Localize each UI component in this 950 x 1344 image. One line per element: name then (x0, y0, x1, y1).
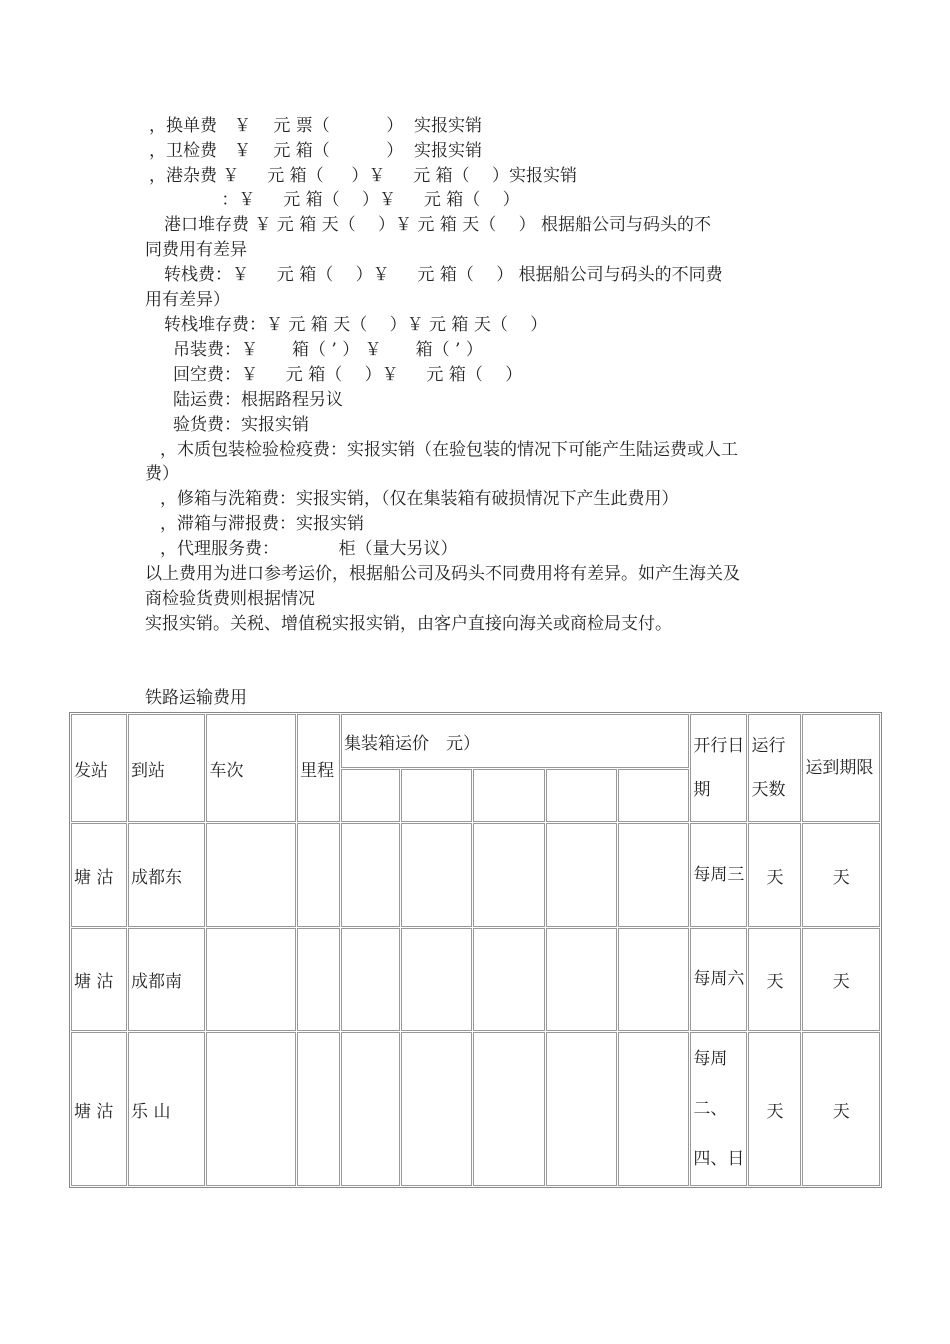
rate-subcell (546, 769, 617, 823)
fee-line: 港口堆存费 ￥ 元 箱 天（ ）￥ 元 箱 天（ ） 根据船公司与码头的不 (164, 215, 712, 235)
rate-subcell (473, 769, 544, 823)
rail-fee-table (69, 712, 882, 1188)
rate-subcell (401, 769, 472, 823)
cell-deadline: 天 (802, 823, 880, 926)
cell-from: 塘 沽 (71, 928, 127, 1031)
header-distance: 里程 (297, 714, 340, 822)
cell-train (206, 928, 296, 1031)
fee-line: 回空费：￥ 元 箱（ ）￥ 元 箱（ ） (173, 365, 523, 385)
header-container-rate: 集装箱运价 元） (341, 714, 689, 768)
header-departure: 开行日期 (690, 714, 747, 822)
cell-rate (618, 823, 689, 926)
fee-line: ，木质包装检验检疫费：实报实销（在验包装的情况下可能产生陆运费或人工 (160, 440, 738, 460)
header-days: 运行天数 (748, 714, 801, 822)
cell-to: 成都东 (128, 823, 205, 926)
cell-rate (341, 823, 400, 926)
fee-line: 实报实销。关税、增值税实报实销，由客户直接向海关或商检局支付。 (145, 614, 672, 634)
header-deadline: 运到期限 (802, 714, 880, 822)
cell-rate (546, 823, 617, 926)
cell-rate (546, 1032, 617, 1186)
fee-line: 转栈费：￥ 元 箱（ ）￥ 元 箱（ ） 根据船公司与码头的不同费 (164, 265, 723, 285)
cell-rate (341, 1032, 400, 1186)
cell-to: 成都南 (128, 928, 205, 1031)
fee-line: ，代理服务费： 柜（量大另议） (160, 539, 458, 559)
fee-line: 商检验货费则根据情况 (145, 589, 315, 609)
cell-rate (401, 1032, 472, 1186)
cell-rate (401, 928, 472, 1031)
fee-line: 用有差异） (145, 290, 230, 310)
fee-line: ：￥ 元 箱（ ）￥ 元 箱（ ） (199, 190, 520, 210)
fee-line: 以上费用为进口参考运价，根据船公司及码头不同费用将有差异。如产生海关及 (145, 564, 740, 584)
rate-subcell (618, 769, 689, 823)
fee-line: ，滞箱与滞报费：实报实销 (160, 514, 364, 534)
cell-rate (473, 928, 544, 1031)
cell-train (206, 823, 296, 926)
cell-train (206, 1032, 296, 1186)
cell-distance (297, 823, 340, 926)
cell-rate (401, 823, 472, 926)
fee-line: ，修箱与洗箱费：实报实销，（仅在集装箱有破损情况下产生此费用） (160, 489, 679, 509)
cell-rate (546, 928, 617, 1031)
cell-rate (618, 1032, 689, 1186)
cell-deadline: 天 (802, 928, 880, 1031)
table-row (71, 928, 880, 1031)
cell-from: 塘 沽 (71, 823, 127, 926)
cell-departure: 每周六 (690, 928, 747, 1031)
cell-days: 天 (748, 1032, 801, 1186)
fee-line: 吊装费：￥ 箱（ ’ ） ￥ 箱（ ’ ） (173, 340, 483, 360)
cell-days: 天 (748, 823, 801, 926)
rate-subcell (341, 769, 400, 823)
cell-departure: 每周三 (690, 823, 747, 926)
table-row (71, 823, 880, 926)
cell-rate (473, 1032, 544, 1186)
header-to: 到站 (128, 714, 205, 822)
fee-line: 费） (145, 464, 179, 484)
fee-line: 同费用有差异 (145, 240, 247, 260)
cell-to: 乐 山 (128, 1032, 205, 1186)
cell-distance (297, 928, 340, 1031)
fee-line: ，换单费 ￥ 元 票（ ） 实报实销 (149, 116, 483, 136)
fee-line: ，港杂费 ￥ 元 箱（ ）￥ 元 箱（ ）实报实销 (149, 166, 578, 186)
cell-departure: 每周二、四、日 (690, 1032, 747, 1186)
cell-distance (297, 1032, 340, 1186)
cell-deadline: 天 (802, 1032, 880, 1186)
fee-line: 转栈堆存费：￥ 元 箱 天（ ）￥ 元 箱 天（ ） (164, 315, 548, 335)
cell-rate (341, 928, 400, 1031)
cell-rate (473, 823, 544, 926)
cell-rate (618, 928, 689, 1031)
fee-line: 验货费：实报实销 (173, 415, 309, 435)
header-from: 发站 (71, 714, 127, 822)
cell-days: 天 (748, 928, 801, 1031)
cell-from: 塘 沽 (71, 1032, 127, 1186)
fee-line: 陆运费：根据路程另议 (173, 390, 343, 410)
table-row (71, 1032, 880, 1186)
header-train: 车次 (206, 714, 296, 822)
fee-line: ，卫检费 ￥ 元 箱（ ） 实报实销 (149, 141, 483, 161)
table-caption: 铁路运输费用 (145, 688, 247, 708)
